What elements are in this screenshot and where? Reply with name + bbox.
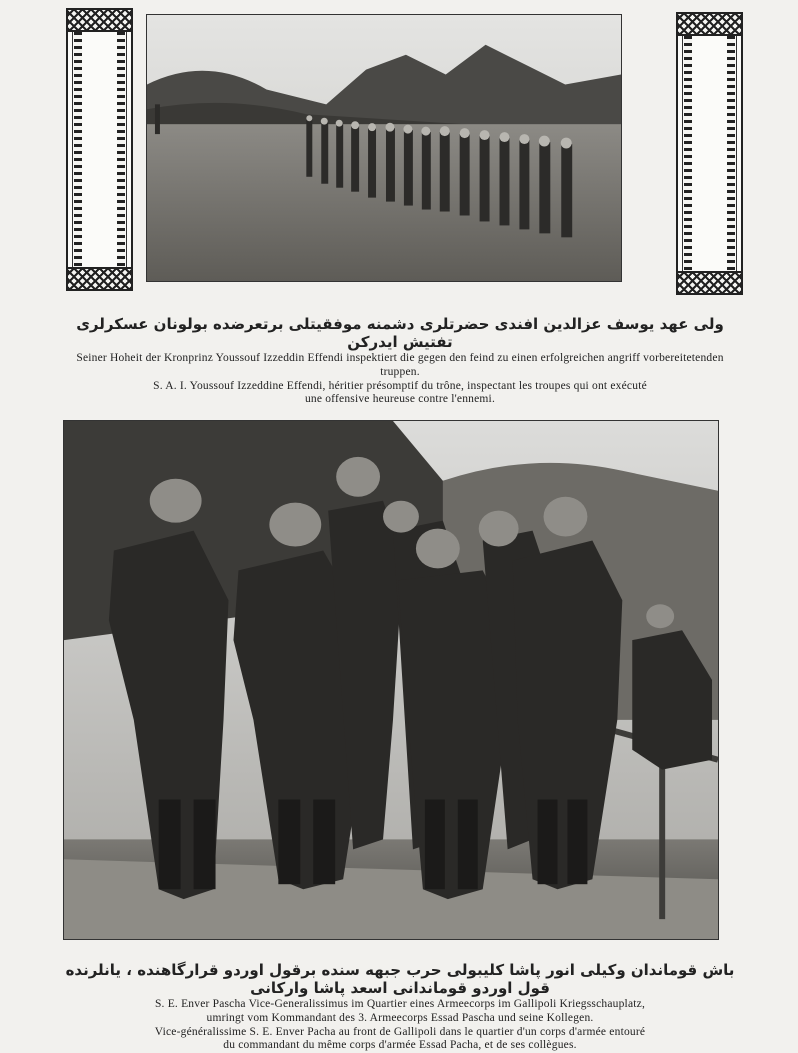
troop-inspection-photo-image [147,15,621,281]
top-caption-french-line-2: une offensive heureuse contre l'ennemi. [304,393,496,406]
officers-group-photo-image [64,421,718,939]
bottom-caption-german-line-2: umringt vom Kommandant des 3. Armeecorps Essad Pascha und seine Kollegen. [206,1011,594,1024]
bottom-caption-ottoman: باش قوماندان وکیلی انور پاشا کلیبولی حرب جبهه سنده برقول اوردو قرارگاهنده ، یانلرنده قول اوردو قوماندانی اسعد پاشا وارکانی [65,961,735,997]
bottom-caption-french-line-2: du commandant du même corps d'armée Essad Pacha, et de ses collègues. [223,1039,577,1052]
officers-group-photo [63,420,719,940]
bottom-caption-german-line-1: S. E. Enver Pascha Vice-Generalissimus im Quartier eines Armeecorps im Gallipoli Kriegsschauplatz, [154,998,646,1011]
troop-inspection-photo [146,14,622,282]
top-caption [60,316,740,407]
bottom-caption [60,962,740,1053]
top-caption-ottoman: ولی عهد یوسف عزالدین افندی حضرتلری دشمنه موفقیتلی برتعرضده بولونان عسکرلری تفتیش ایدرکن [76,315,724,351]
right-ornament-frame [676,12,743,295]
left-ornament-frame [66,8,133,291]
top-caption-german: Seiner Hoheit der Kronprinz Youssouf Izzeddin Effendi inspektiert die gegen den feind zu einen erfolgreichen angriff vorbereitetenden truppen. [76,352,724,378]
top-caption-french-line-1: S. A. I. Youssouf Izzeddine Effendi, héritier présomptif du trône, inspectant les troupes qui ont exécuté [153,379,647,392]
bottom-caption-french-line-1: Vice-généralissime S. E. Enver Pacha au front de Gallipoli dans le quartier d'un corps d'armée entouré [154,1025,646,1038]
